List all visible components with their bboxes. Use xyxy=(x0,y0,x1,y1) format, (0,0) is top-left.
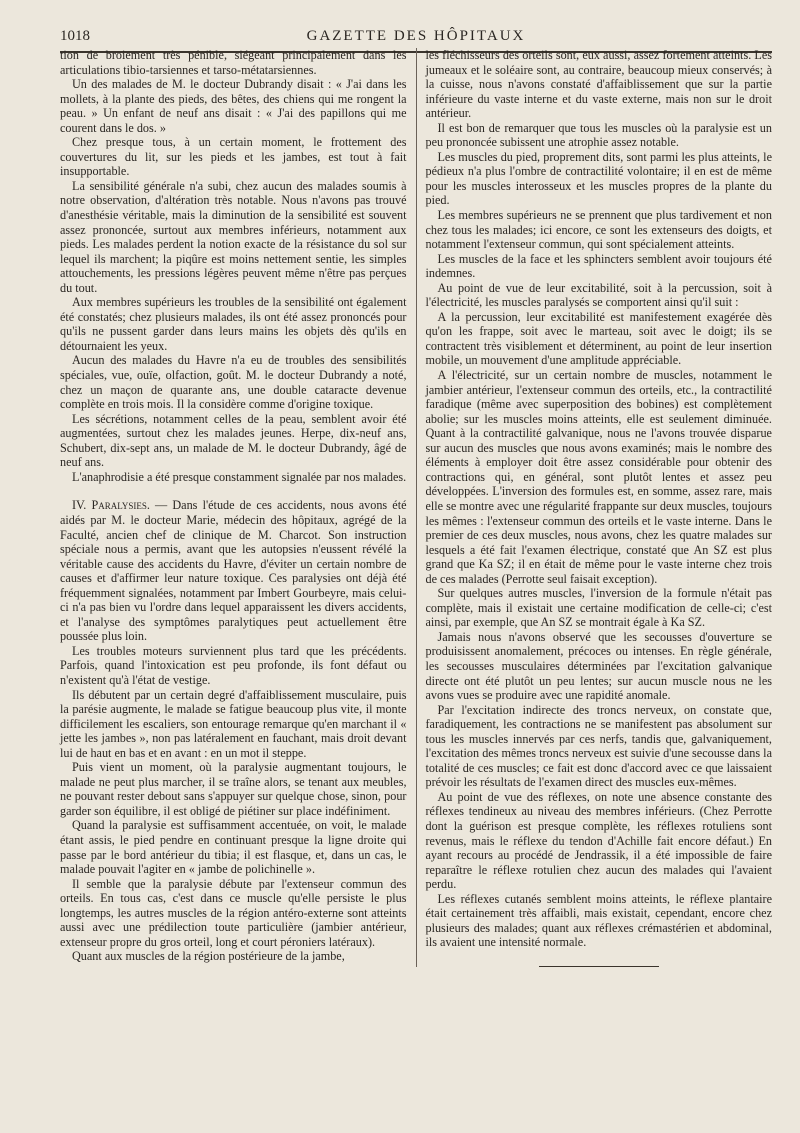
section-text: — Dans l'étude de ces accidents, nous avons été aidés par M. le docteur Marie, médecin des hôpitaux, agrégé de la Faculté, ancien chef de clinique de M. Charcot. Son instruction spéciale nous a permis, avant que les autopsies n'eussent révélé la véritable cause des accidents du Havre, d'éviter un certain nombre de causes et d'affirmer leur nature toxique. Ces paralysies ont déjà été fréquemment signalées, notamment par Imbert Gourbeyre, mais celui-ci n'a pas bien vu l'ordre dans lequel apparaissent les divers accidents, et l'analyse des symptômes paralytiques peut actuellement être poussée plus loin. xyxy=(60,498,407,644)
paragraph: Sur quelques autres muscles, l'inversion de la formule n'était pas complète, mais il existait une certaine modification de celle-ci; c'est ainsi, par exemple, que An SZ se montrait égale à Ka SZ. xyxy=(425,586,772,630)
text-columns xyxy=(60,48,772,967)
end-rule xyxy=(539,966,659,967)
section-heading: IV. Paralysies. xyxy=(72,498,150,513)
section-paragraph xyxy=(60,498,407,643)
paragraph: Ils débutent par un certain degré d'affaiblissement musculaire, puis la parésie augmente, le malade se fatigue beaucoup plus vite, il monte difficilement les escaliers, son entourage remarque qu'en marchant il « jette les jambes », non pas latéralement en fauchant, mais droit devant lui de haut en bas et en avant : en un mot il steppe. xyxy=(60,687,407,760)
section-gap xyxy=(60,484,407,498)
paragraph: Aucun des malades du Havre n'a eu de troubles des sensibilités spéciales, vue, ouïe, olfaction, goût. M. le docteur Dubrandy a noté, chez un maçon de quarante ans, une double cataracte devenue complète en trois mois. Il la considère comme d'origine toxique. xyxy=(60,353,407,412)
paragraph: Les muscles de la face et les sphincters semblent avoir toujours été indemnes. xyxy=(425,251,772,281)
right-column xyxy=(425,48,772,967)
paragraph: Les sécrétions, notamment celles de la peau, semblent avoir été augmentées, surtout chez les malades jeunes. Herpe, dix-neuf ans, Schubert, dix-sept ans, un malade de M. le docteur Dubrandy, âgé de neuf ans. xyxy=(60,411,407,470)
journal-title: GAZETTE DES HÔPITAUX xyxy=(306,28,526,44)
column-divider xyxy=(416,48,417,967)
paragraph: Puis vient un moment, où la paralysie augmentant toujours, le malade ne peut plus marcher, il se traîne alors, se tenant aux meubles, ne pouvant rester debout sans s'appuyer sur quelque chose, sinon, pour garder son équilibre, il est obligé de piétiner sur place indéfiniment. xyxy=(60,760,407,818)
paragraph: Par l'excitation indirecte des troncs nerveux, on constate que, faradiquement, les contractions ne se manifestent pas absolument sur tous les muscles innervés par ces nerfs, tandis que, galvaniquement, l'excitation des mêmes troncs nerveux est suivie d'une secousse dans la totalité de ces muscles; ce fait est donc d'accord avec ce que laissaient prévoir les résultats de l'examen direct des muscles eux-mêmes. xyxy=(425,702,772,790)
page-number: 1018 xyxy=(60,28,90,44)
paragraph: Un des malades de M. le docteur Dubrandy disait : « J'ai dans les mollets, à la plante des pieds, des bêtes, des chiens qui me rongent la peau. » Un enfant de neuf ans disait : « J'ai des papillons qui me courent dans le dos. » xyxy=(60,77,407,135)
left-column xyxy=(60,48,407,967)
paragraph: Aux membres supérieurs les troubles de la sensibilité ont également été constatés; chez plusieurs malades, ils ont été assez prononcés pour qu'ils ne pussent garder dans leurs mains les objets dès qu'ils en détournaient les yeux. xyxy=(60,295,407,353)
paragraph: Les troubles moteurs surviennent plus tard que les précédents. Parfois, quand l'intoxication est peu profonde, ils font défaut ou n'existent qu'à l'état de vestige. xyxy=(60,643,407,687)
paragraph: Chez presque tous, à un certain moment, le frottement des couvertures du lit, sur les pieds et les jambes, est tout à fait insupportable. xyxy=(60,135,407,179)
paragraph: A la percussion, leur excitabilité est manifestement exagérée dès qu'on les frappe, soit avec le marteau, soit avec le doigt; ils se contractent très visiblement et déterminent, au point de leur insertion mobile, un mouvement d'une amplitude appréciable. xyxy=(425,309,772,368)
paragraph: L'anaphrodisie a été presque constamment signalée par nos malades. xyxy=(72,469,407,484)
paragraph: La sensibilité générale n'a subi, chez aucun des malades soumis à notre observation, d'altération très notable. Nous n'avons pas trouvé d'anesthésie véritable, mais la diminution de la sensibilité est souvent assez prononcée, surtout aux membres inférieurs, notamment aux pieds. Les malades perdent la notion exacte de la résistance du sol sur lequel ils marchent; la piqûre est moins nettement sentie, les simples attouchements, les pressions légères peuvent même n'être pas perçues du tout. xyxy=(60,178,407,295)
paragraph: A l'électricité, sur un certain nombre de muscles, notamment le jambier antérieur, l'extenseur commun des orteils, etc., la contractilité faradique (même avec superposition des bobines) est complètement abolie; sur les muscles moins atteints, elle est seulement diminuée. Quant à la contractilité galvanique, nous ne l'avons trouvée disparue sur aucun des muscles que nous avons examinés; mais le nombre des éléments à employer doit être assez considérable pour obtenir des contractions qui, en général, sont plutôt lentes et assez peu développées. L'inversion des formules est, en somme, assez rare, mais elle se montre avec une régularité frappante sur deux muscles, toujours les mêmes : l'extenseur commun des orteils et le vaste interne. Dans le premier de ces deux muscles, nous avons, chez les quatre malades sur lesquels a été fait l'examen électrique, constaté que An SZ est plus grand que Ka SZ; il en était de même pour le vaste interne chez trois de ces malades (Perrotte seul faisait exception). xyxy=(425,368,772,586)
paragraph: Il est bon de remarquer que tous les muscles où la paralysie est un peu prononcée subissent une atrophie assez notable. xyxy=(425,120,772,150)
paragraph: Il semble que la paralysie débute par l'extenseur commun des orteils. En tous cas, c'est dans ce muscle qu'elle persiste le plus longtemps, les autres muscles de la région antéro-externe sont atteints aussi avec une prédilection toute particulière (jambier antérieur, extenseur propre du gros orteil, long et court péroniers latéraux). xyxy=(60,876,407,949)
paragraph: Quant aux muscles de la région postérieure de la jambe, xyxy=(72,949,345,964)
paragraph: Les membres supérieurs ne se prennent que plus tardivement et non chez tous les malades; ici encore, ce sont les extenseurs des doigts, et notamment l'extenseur commun, qui sont spécialement atteints. xyxy=(425,208,772,252)
paragraph: Jamais nous n'avons observé que les secousses d'ouverture se produisissent anomalement, précoces ou intenses. En règle générale, les secousses musculaires déterminées par l'excitation galvanique directe ont été plutôt un peu lentes; sur aucun muscle nous ne les avons vues se produire avec une rapidité anomale. xyxy=(425,629,772,703)
paragraph: Au point de vue de leur excitabilité, soit à la percussion, soit à l'électricité, les muscles paralysés se comportent ainsi qu'il suit : xyxy=(425,280,772,310)
paragraph: Les réflexes cutanés semblent moins atteints, le réflexe plantaire était certainement très affaibli, mais existait, cependant, encore chez plusieurs des malades; quant aux réflexes crémastérien et abdominal, ils avaient une intensité normale. xyxy=(425,891,772,950)
paragraph: Les muscles du pied, proprement dits, sont parmi les plus atteints, le pédieux n'a plus l'ombre de contractilité volontaire; il en est de même pour les muscles interosseux et les muscles propres de la plante du pied. xyxy=(425,149,772,208)
paragraph: les fléchisseurs des orteils sont, eux aussi, assez fortement atteints. Les jumeaux et le soléaire sont, au contraire, beaucoup mieux conservés; à la cuisse, nous n'avons constaté d'affaiblissement que sur la partie inférieure du vaste interne et du vaste externe, mais non sur le droit antérieur. xyxy=(425,48,772,121)
paragraph: Au point de vue des réflexes, on note une absence constante des réflexes tendineux au niveau des membres inférieurs. (Chez Perrotte dont la guérison est presque complète, les réflexes rotuliens sont revenus, mais le réflexe du tendon d'Achille fait encore défaut.) En ayant recours au procédé de Jendrassik, il a été impossible de faire reparaître le réflexe rotulien chez aucun des malades qui l'avaient perdu. xyxy=(425,789,772,892)
paragraph: tion de broiement très pénible, siégeant principalement dans les articulations tibio-tarsiennes et tarso-métatarsiennes. xyxy=(60,48,407,77)
paragraph: Quand la paralysie est suffisamment accentuée, on voit, le malade étant assis, le pied pendre en continuant presque la ligne droite qui passe par le bord antérieur du tibia; il est flasque, et, dans un cas, le malade pouvait l'agiter en « jambe de polichinelle ». xyxy=(60,818,407,877)
running-header xyxy=(60,18,772,44)
